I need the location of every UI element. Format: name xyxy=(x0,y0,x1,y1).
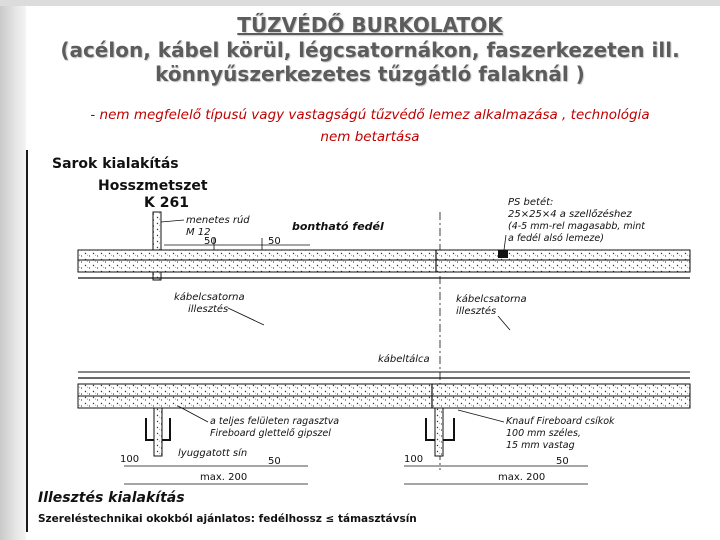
rod-bottom-left xyxy=(154,408,162,456)
label-knauf-2: 100 mm széles, xyxy=(506,428,581,439)
heading-section: Hosszmetszet xyxy=(98,178,208,194)
bullet-dash: - xyxy=(90,107,96,123)
slide-frame-top xyxy=(0,0,720,6)
label-rod-1: menetes rúd xyxy=(186,215,250,226)
dim-50-d: 50 xyxy=(556,456,569,467)
label-ps-4: a fedél alsó lemeze) xyxy=(508,233,604,244)
label-rod-2: M 12 xyxy=(186,227,211,238)
label-rail: lyuggatott sín xyxy=(178,448,248,459)
dim-100-left: 100 xyxy=(120,454,140,465)
label-glue-1: a teljes felületen ragasztva xyxy=(210,416,340,427)
bottom-board-1 xyxy=(78,384,690,396)
drawing-svg xyxy=(28,150,696,532)
leader-joint-right xyxy=(498,316,510,330)
label-glue-2: Fireboard glettelő gipszel xyxy=(210,428,331,439)
label-ps-1: PS betét: xyxy=(508,197,554,208)
label-ps-2: 25×25×4 a szellőzéshez xyxy=(508,209,632,220)
ps-spacer xyxy=(498,250,508,258)
dim-max-left: max. 200 xyxy=(200,472,248,483)
label-knauf-3: 15 mm vastag xyxy=(506,440,575,451)
technical-drawing xyxy=(26,150,696,532)
label-lid: bontható fedél xyxy=(292,220,384,233)
bullet-text-line-1: nem megfelelő típusú vagy vastagságú tűzvédő lemez alkalmazása , technológia xyxy=(99,107,650,123)
title-line-3: könnyűszerkezetes tűzgátló falaknál ) xyxy=(155,62,585,86)
heading-code: K 261 xyxy=(144,195,189,211)
bottom-board-2 xyxy=(78,396,690,408)
heading-joint: Illesztés kialakítás xyxy=(38,490,185,506)
dim-100-right: 100 xyxy=(404,454,424,465)
dim-50-b: 50 xyxy=(268,236,281,247)
bullet-text-line-2: nem betartása xyxy=(320,129,420,145)
leader-rod xyxy=(161,220,184,222)
label-joint-right-1: kábelcsatorna xyxy=(456,294,527,305)
heading-corner: Sarok kialakítás xyxy=(52,156,179,172)
label-joint-left-1: kábelcsatorna xyxy=(174,292,245,303)
lid-board-top xyxy=(78,250,690,260)
dim-50-c: 50 xyxy=(268,456,281,467)
dim-max-right: max. 200 xyxy=(498,472,546,483)
leader-ps xyxy=(504,235,506,250)
label-ps-3: (4-5 mm-rel magasabb, mint xyxy=(508,221,646,232)
label-knauf-1: Knauf Fireboard csíkok xyxy=(506,416,615,427)
slide-frame-left xyxy=(0,0,26,540)
bullet-point xyxy=(36,104,704,148)
leader-knauf xyxy=(458,410,504,422)
dim-50-a: 50 xyxy=(204,236,217,247)
lid-board-bottom xyxy=(78,260,690,272)
label-joint-right-2: illesztés xyxy=(456,306,497,317)
title-line-1: TŰZVÉDŐ BURKOLATOK xyxy=(237,13,503,37)
rod-bottom-right xyxy=(435,408,443,456)
slide-title xyxy=(40,12,700,86)
label-joint-left-2: illesztés xyxy=(188,304,229,315)
leader-joint-left xyxy=(228,308,264,325)
label-tray: kábeltálca xyxy=(378,354,430,365)
title-line-2: (acélon, kábel körül, légcsatornákon, faszerkezeten ill. xyxy=(60,38,680,62)
note-text: Szereléstechnikai okokból ajánlatos: fedélhossz ≤ támasztávsín xyxy=(38,513,417,525)
